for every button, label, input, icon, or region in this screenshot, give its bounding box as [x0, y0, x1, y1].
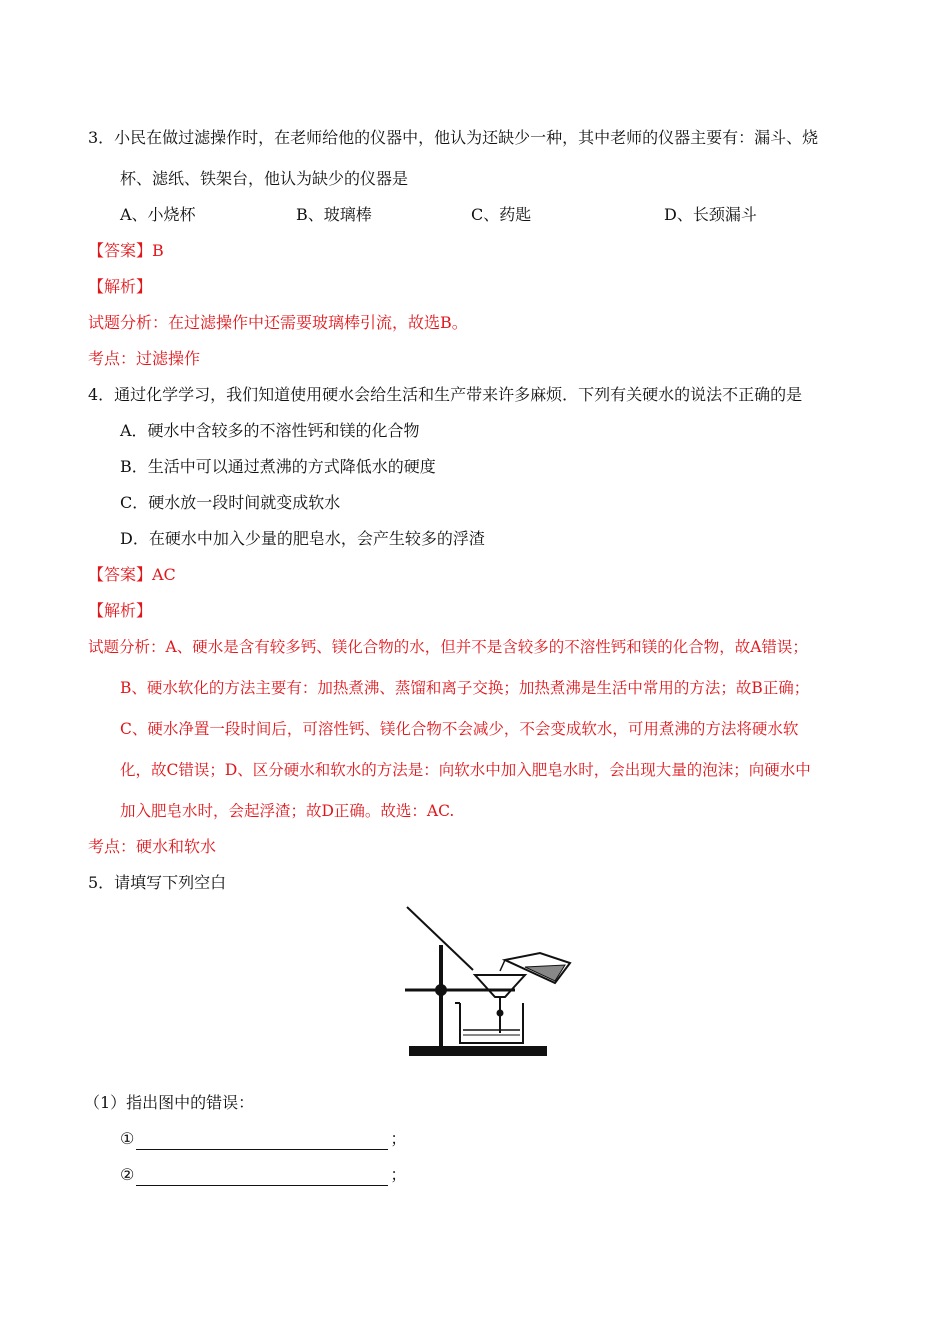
- filtration-apparatus-figure: [405, 905, 580, 1060]
- q5-blank2-row: [120, 1164, 406, 1186]
- q3-option-c: C、药匙: [471, 205, 532, 224]
- q4-analysis-line5: 加入肥皂水时，会起浮渣；故D正确。故选：AC.: [120, 802, 455, 820]
- stand-base: [410, 1047, 546, 1055]
- q4-option-b: B．生活中可以通过煮沸的方式降低水的硬度: [120, 457, 436, 476]
- q4-analysis-line1: 试题分析：A、硬水是含有较多钙、镁化合物的水，但并不是含较多的不溶性钙和镁的化合物，故A错误；: [88, 638, 808, 656]
- q3-option-b: B、玻璃棒: [296, 205, 372, 224]
- q3-answer: 【答案】B: [88, 241, 164, 260]
- funnel: [475, 975, 525, 997]
- q4-point: 考点：硬水和软水: [88, 837, 217, 856]
- beaker: [460, 1003, 523, 1043]
- q3-option-d: D、长颈漏斗: [664, 205, 757, 224]
- blank2-marker: ②: [120, 1165, 135, 1184]
- q4-option-c: C．硬水放一段时间就变成软水: [120, 493, 341, 512]
- q3-point: 考点：过滤操作: [88, 349, 201, 368]
- q4-option-d: D．在硬水中加入少量的肥皂水，会产生较多的浮渣: [120, 529, 485, 548]
- q4-option-a: A．硬水中含较多的不溶性钙和镁的化合物: [120, 421, 420, 440]
- blank2-field[interactable]: [136, 1169, 388, 1186]
- q5-blank1-row: [120, 1128, 406, 1150]
- q3-analysis: 试题分析：在过滤操作中还需要玻璃棒引流，故选B。: [88, 313, 468, 332]
- blank1-suffix: ；: [390, 1129, 407, 1148]
- q5-sub1: （1）指出图中的错误：: [84, 1093, 255, 1112]
- blank2-suffix: ；: [390, 1165, 407, 1184]
- q4-analysis-line3: C、硬水净置一段时间后，可溶性钙、镁化合物不会减少，不会变成软水，可用煮沸的方法将硬水软: [120, 720, 799, 738]
- q3-analysis-label: 【解析】: [88, 277, 153, 296]
- q3-stem-line1: 3．小民在做过滤操作时，在老师给他的仪器中，他认为还缺少一种，其中老师的仪器主要有：漏斗、烧: [88, 128, 819, 147]
- q5-stem: 5．请填写下列空白: [88, 873, 227, 892]
- q4-stem: 4．通过化学学习，我们知道使用硬水会给生活和生产带来许多麻烦．下列有关硬水的说法不正确的是: [88, 385, 803, 404]
- q4-analysis-line2: B、硬水软化的方法主要有：加热煮沸、蒸馏和离子交换；加热煮沸是生活中常用的方法；故B正确；: [120, 679, 810, 697]
- q4-answer: 【答案】AC: [88, 565, 176, 584]
- q3-option-a: A、小烧杯: [120, 205, 196, 224]
- q3-stem-line2: 杯、滤纸、铁架台，他认为缺少的仪器是: [120, 169, 409, 188]
- blank1-marker: ①: [120, 1129, 135, 1148]
- q4-analysis-label: 【解析】: [88, 601, 153, 620]
- q4-analysis-line4: 化，故C错误；D、区分硬水和软水的方法是：向软水中加入肥皂水时，会出现大量的泡沫；向硬水中: [120, 761, 811, 779]
- blank1-field[interactable]: [136, 1133, 388, 1150]
